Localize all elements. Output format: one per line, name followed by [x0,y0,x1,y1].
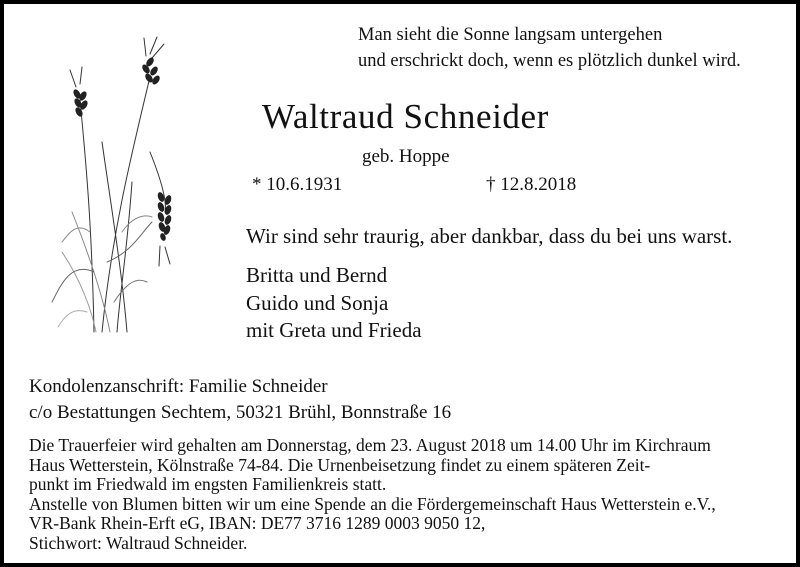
death-date: † 12.8.2018 [486,174,577,195]
details-line: VR-Bank Rhein-Erft eG, IBAN: DE77 3716 1289 0003 9050 12, [29,513,486,534]
family-member: Guido und Sonja [246,290,389,315]
family-list [246,262,422,345]
funeral-details [29,436,716,554]
details-line: Die Trauerfeier wird gehalten am Donnerstag, dem 23. August 2018 um 14.00 Uhr im Kirchraum [29,435,711,455]
family-member: Britta und Bernd [246,263,388,287]
condolence-line: c/o Bestattungen Sechtem, 50321 Brühl, Bonnstraße 16 [29,402,452,423]
birth-name: geb. Hoppe [362,146,450,167]
details-line: Haus Wetterstein, Kölnstraße 74-84. Die Urnenbeisetzung findet zu einem späteren Zeit- [29,454,651,475]
birth-date: * 10.6.1931 [252,174,343,195]
condolence-address [29,374,451,426]
quote-line: und erschrickt doch, wenn es plötzlich dunkel wird. [358,51,741,71]
mourning-message: Wir sind sehr traurig, aber dankbar, dass du bei uns warst. [246,224,733,248]
condolence-line: Kondolenzanschrift: Familie Schneider [29,376,328,397]
wheat-icon [32,32,222,342]
quote [358,22,741,74]
quote-line: Man sieht die Sonne langsam untergehen [358,25,663,45]
details-line: Anstelle von Blumen bitten wir um eine Spende an die Fördergemeinschaft Haus Wetterstein e.V., [29,493,716,514]
details-line: Stichwort: Waltraud Schneider. [29,532,248,553]
details-line: punkt im Friedwald im engsten Familienkreis statt. [29,474,387,495]
family-member: mit Greta und Frieda [246,318,422,342]
deceased-name: Waltraud Schneider [262,97,549,136]
